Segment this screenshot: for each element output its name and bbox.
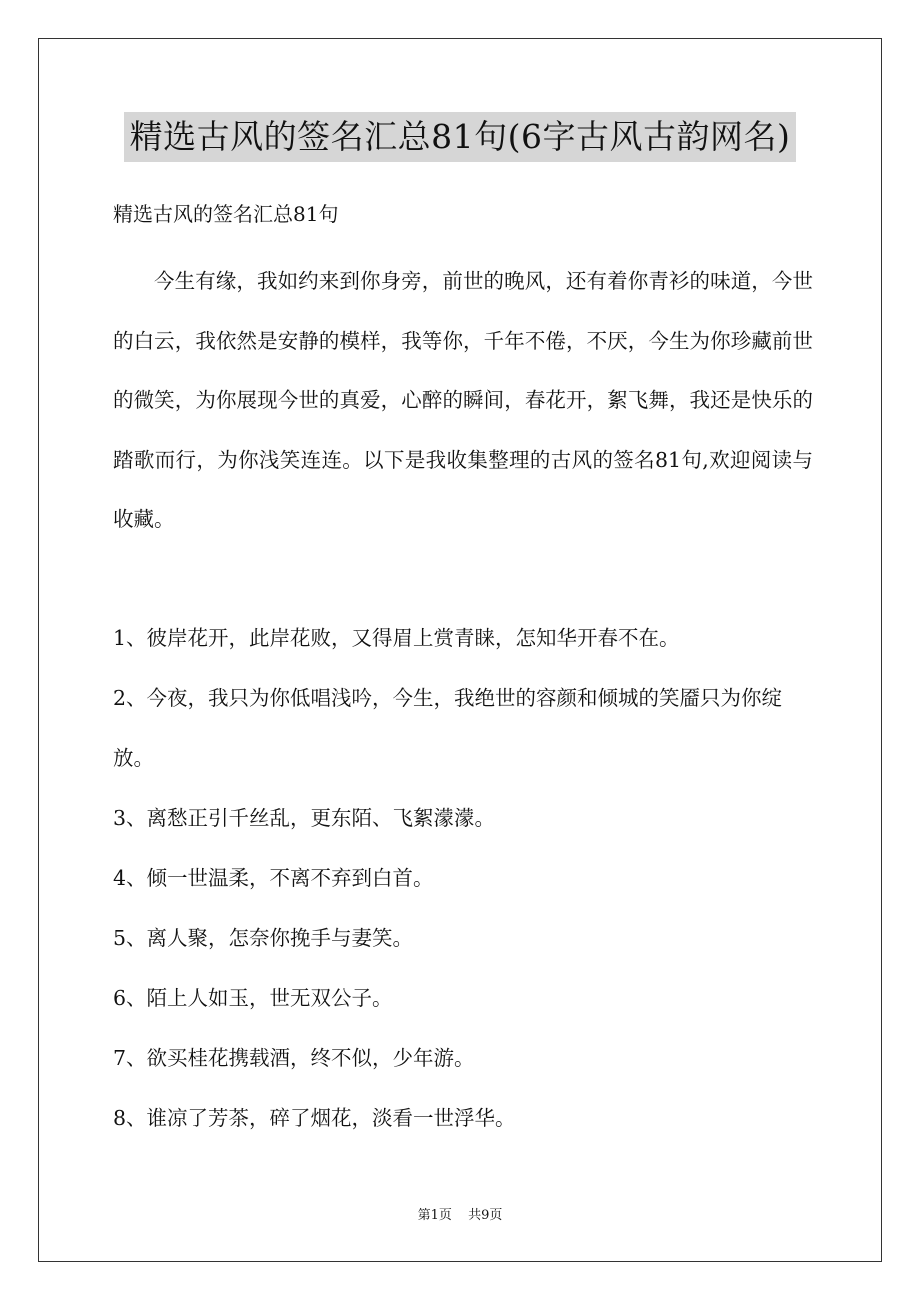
list-item: 7、欲买桂花携载酒，终不似，少年游。: [113, 1046, 475, 1070]
page-number: 第1页: [417, 1208, 452, 1223]
page-footer: [0, 1204, 920, 1228]
list-item: 5、离人聚，怎奈你挽手与妻笑。: [113, 926, 414, 950]
page-total: 共9页: [468, 1208, 503, 1223]
title-container: [0, 112, 920, 162]
list-item: 6、陌上人如玉，世无双公子。: [113, 986, 393, 1010]
intro-paragraph: 今生有缘，我如约来到你身旁，前世的晚风，还有着你青衫的味道，今世的白云，我依然是安静的模样，我等你，千年不倦，不厌，今生为你珍藏前世的微笑，为你展现今世的真爱，心醉的瞬间，春花开，絮飞舞，我还是快乐的踏歌而行，为你浅笑连连。以下是我收集整理的古风的签名81句,欢迎阅读与收藏。: [113, 269, 813, 531]
list-item: 4、倾一世温柔，不离不弃到白首。: [113, 866, 434, 890]
list-item: 1、彼岸花开，此岸花败，又得眉上赏青睐，怎知华开春不在。: [113, 626, 680, 650]
quote-list: [113, 608, 813, 1148]
list-item: 3、离愁正引千丝乱，更东陌、飞絮濛濛。: [113, 806, 496, 830]
subtitle: 精选古风的签名汇总81句: [113, 202, 339, 226]
list-item: 8、谁凉了芳茶，碎了烟花，淡看一世浮华。: [113, 1106, 516, 1130]
list-item: 2、今夜，我只为你低唱浅吟，今生，我绝世的容颜和倾城的笑靥只为你绽放。: [113, 686, 783, 770]
document-title: 精选古风的签名汇总81句(6字古风古韵网名): [124, 112, 797, 162]
